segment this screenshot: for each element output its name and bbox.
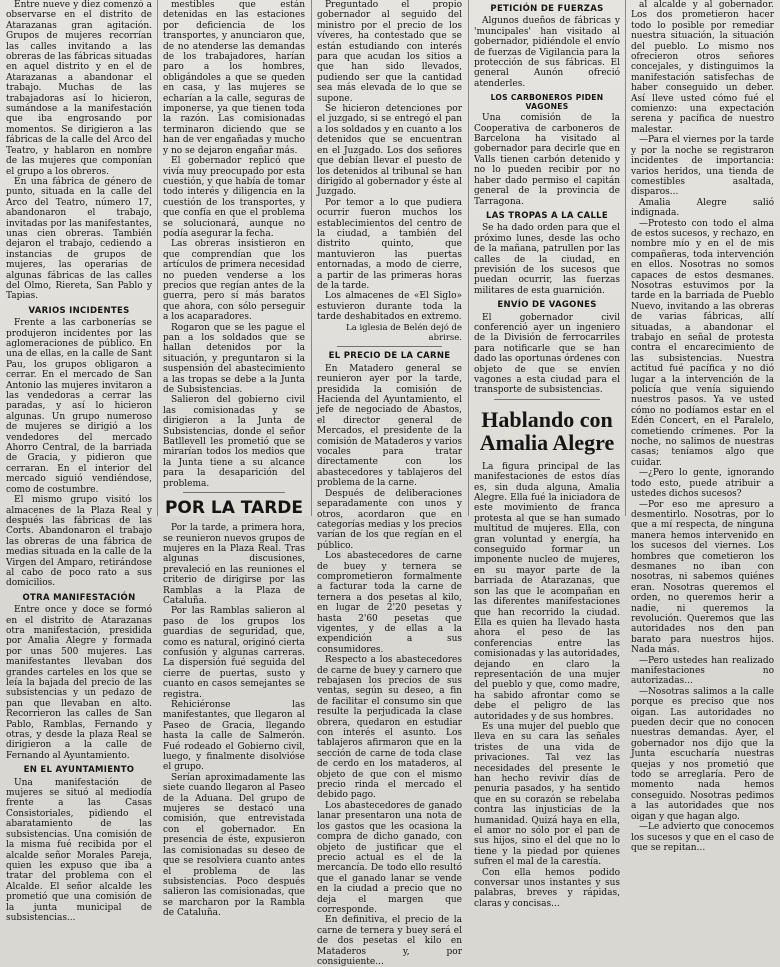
paragraph: Los abastecedores de carne de buey y ternera se comprometieron formalmente a facturar toda la carne de ternera a dos pesetas al kilo, en lugar de 2'20 pesetas y hasta 2'60 pesetas que vigentes, y de ellas a la expendición a sus consumidores. [317, 551, 462, 655]
paragraph: Algunos dueños de fábricas y 'muncipales' han visitado al gobernador, pidiéndole el envío de fuerzas de Vigilancia para la protección de sus fábricas. El general Aunón ofreció atenderles. [474, 16, 620, 89]
paragraph: Por temor a lo que pudiera ocurrir fueron muchos los establecimientos del centro de la ciudad, a también del distrito quinto, que mantuvieron las puertas entornadas, a modo de cierre, a partir de las primeras horas de la tarde. [317, 197, 462, 291]
paragraph: El mismo grupo visitó los almacenes de la Plaza Real y después las fábricas de las Corts. Abandonaron el trabajo las obreras de una fábrica de medias situada en la calle de la Virgen del Amparo, retirándose al cabo de poco rato a sus domicilios. [6, 495, 152, 589]
column-5 [631, 0, 774, 853]
paragraph: Frente a las carbonerías se produjeron incidentes por las aglomeraciones de público. En una de ellas, en la calle de Sant Pau, los grupos obligaron a cerrar. En el mercado de San Antonio las mujeres invitaron a las vendedoras a cerrar las paradas, y así lo hicieron algunas. Un grupo numeroso de mujeres se dirigió a los vendedores del mercado Ahorro Central, de la barriada de Gracia, y pidieron que cerraran. En el interior del mercado siguió vendiéndose, como de costumbre. [6, 318, 152, 495]
paragraph: Después de deliberaciones separadamente con unos y otros, acordaron que en categorías medias y los precios varían de los que regían en el público. [317, 488, 462, 551]
section-heading-tarde: POR LA TARDE [164, 498, 304, 519]
paragraph: Entre once y doce se formó en el distrito de Atarazanas otra manifestación, presidida por Amalia Alegre y formada por unas 500 mujeres. Las manifestantes llevaban dos grandes carteles en los que se leía la bajada del precio de las subsistencias y un pedazo de pan que llevaban en alto. Recorrieron las calles de San Pablo, Ramblas, Fernando y otras, y desde la plaza Real se dirigieron a la calle de Fernando al Ayuntamiento. [6, 605, 152, 761]
column-4 [474, 0, 620, 909]
paragraph: Una comisión de la Cooperativa de carboneros de Barcelona ha visitado al gobernador para decirle que en Valls tienen carbón detenido y no lo pueden recibir por no haber dado permiso el capitán general de la provincia de Tarragona. [474, 113, 620, 207]
paragraph: La figura principal de las manifestaciones de estos días es, sin duda alguna, Amalia Alegre. Ella fué la iniciadora de este movimiento de franca protesta al que se han sumado multitud de mujeres. Ella, con gran voluntad y energía, ha conseguido formar un imponente nucleo de mujeres, en su mayor parte de la barriada de Atarazanas, que son las que le acompañan en las diferentes manifestaciones que han recorrido la ciudad. Ella es quien ha llevado hasta ahora el peso de las conferencias entre las comisionadas y las autoridades, dejando en claro la representación de una mujer del pueblo y que, como madre, ha sabido afrontar como se debe el peligro de las autoridades y de sus hombres. [474, 461, 620, 722]
paragraph: Se hicieron detenciones por el juzgado, si se entregó el pan a los soldados y en cuanto a los detenidos que se encuentran en el Juzgado. Los dos señores que debían llevar el puesto de los detenidos al tribunal se han dirigido al gobernador y éste al Juzgado. [317, 104, 462, 198]
section-heading-vagones: ENVÍO DE VAGONES [497, 300, 597, 311]
section-heading-manifestacion: OTRA MANIFESTACIÓN [22, 592, 136, 603]
paragraph: Respecto a los abastecedores de carne de buey y carnero que rebajasen los precios de sus ventas, según su deseo, a fin de facilitar el consumo sin que resulte la perjudicada la clase obrera, quedaron en estudiar con interés el asunto. Los tablajeros afirmaron que en la sección de carne de toda clase de cerdo en los mataderos, al objeto de que con el mismo precio rinda el mercado el debido pago. [317, 655, 462, 801]
paragraph: Es una mujer del pueblo que lleva en su cara las señales tristes de una vida de privaciones. Tal vez las necesidades del presente le han hecho revivir días de penuria pasados, y ha sentido que en su corazón se rebelaba contra las injusticias de la humanidad. Quizá haya en ella, el amor no sólo por el pan de sus hijos, sino el del que no lo tiene y la piedad por quienes sufren el mal de la carestía. [474, 721, 620, 868]
paragraph: Rogaron que se les pague el pan a los soldados que se hallan detenidos por la situación, y preguntaron si la suspensión del abastecimiento a las tropas se debe a la Junta de Subsistencias. [163, 322, 305, 396]
paragraph: Por la tarde, a primera hora, se reunieron nuevos grupos de mujeres en la Plaza Real. Tras algunas discusiones, prevaleció en las reuniones el criterio de dirigirse por las Ramblas a la Plaza de Cataluña. [163, 523, 305, 606]
paragraph: Se ha dado orden para que el próximo lunes, desde las ocho de la mañana, patrullen por las calles de la ciudad, en previsión de los sucesos que puedan ocurrir, las fuerzas militares de esta guarnición. [474, 223, 620, 296]
column-3 [317, 0, 462, 967]
paragraph: Entre nueve y diez comenzó a observarse en el distrito de Atarazanas gran agitación. Grupos de mujeres recorrían las calles invitando a las obreras de las fábricas situadas en aquel distrito y en el de Atarazanas a abandonar el trabajo. Muchas de las trabajadoras así lo hicieron, sumándose a la manifestación que iba engrosando por momentos. Se dirigieron a las fábricas de la calle del Arco del Teatro, y hablaron en nombre de las mujeres que componían el grupo a los obreros. [6, 0, 152, 177]
paragraph: —Protesto con todo el alma de estos sucesos, y rechazo, en nombre mío y en el de mis compañeras, toda intervención en ellos. Nosotras no somos capaces de estos desmanes. Nosotras estuvimos por la tarde en la barriada de Pueblo Nuevo, invitando a las obreras de varias fábricas, allí situadas, a abandonar el trabajo en señal de protesta contra el encarecimiento de las subsistencias. Nuestra actitud fué pacífica y no dió lugar a la intervención de la policía que venía siguiendo nuestros pasos. Ya ve usted cómo no podíamos estar en el Edén Concert, en el Paralelo, cometiendo crímenes. Por la noche, no salimos de nuestras casas; teníamos algo que cuidar. [631, 218, 774, 468]
paragraph: En definitiva, el precio de la carne de ternera y buey será el de dos pesetas el kilo en Mataderos y, por consiguiente... [317, 915, 462, 967]
section-heading-carne: EL PRECIO DE LA CARNE [328, 351, 451, 362]
paragraph: —Le advierto que conocemos los sucesos y que en el caso de que se repitan... [631, 822, 774, 853]
paragraph: —Pero ustedes han realizado manifestaciones no autorizadas... [631, 655, 774, 687]
paragraph: El gobernador civil conferenció ayer un ingeniero de la División de ferrocarriles para notificarle que se han dado las oportunas órdenes con objeto de que se envíen vagones a esta ciudad para el transporte de subsistencias. [474, 312, 620, 396]
paragraph: al alcalde y al gobernador. Los dos prometieron hacer todo lo posible por remediar nuestra situación, la situación del pueblo. Lo mismo nos ofrecieron otros señores concejales, y distinguimos la manifestación satisfechas de haber conseguido un deber. Así lleve usted cómo fué el comienzo: una expectación serena y pacífica de nuestro malestar. [631, 0, 774, 135]
column-rule [468, 0, 469, 516]
paragraph: El gobernador replicó que vivía muy preocupado por esta cuestión, y que había de tomar todo interés y diligencia en la cuestión de los transportes, y que confía en que el problema se solucionará, aunque no podía asegurar la fecha. [163, 156, 305, 239]
paragraph: —Nosotras salimos a la calle porque es preciso que nos oigan. Las autoridades no pueden decir que no conocen nuestras demandas. Ayer, el gobernador nos dijo que la Junta escucharía nuestras quejas y nos prometió que todo se arreglaría. Pero de momento nada hemos conseguido. Nosotras pedimos a las autoridades que nos oigan y que hagan algo. [631, 686, 774, 822]
paragraph: —Para el viernes por la tarde y por la noche se registraron incidentes de importancia: varios heridos, una tienda de comestibles asaltada, disparos... [631, 135, 774, 198]
column-1 [6, 0, 152, 923]
paragraph: En Matadero general se reunieron ayer por la tarde, presidida la comisión de Hacienda del Ayuntamiento, el jefe de negociado de Abastos, el director general de Mercados, el presidente de la comisión de Mataderos y varios vocales para tratar directamente con los abastecedores y tablajeros del problema de la carne. [317, 363, 462, 489]
paragraph: Una manifestación de mujeres se situó al mediodía frente a las Casas Consistoriales, pidiendo el abaratamiento de las subsistencias. Una comisión de la misma fué recibida por el alcalde señor Morales Pareja, quien les expuso que iba a tratar del problema con el Alcalde. El señor alcalde les prometió que una comisión de la junta municipal de subsistencias... [6, 777, 152, 923]
column-rule [157, 0, 158, 516]
divider [183, 492, 285, 493]
section-heading-fuerzas: PETICIÓN DE FUERZAS [490, 4, 604, 14]
divider [494, 399, 600, 400]
paragraph: Salieron del gobierno civil las comisionadas y se dirigieron a la Junta de Subsistencias, donde el señor Batllevell les prometió que se mirarían todos los medios que la Junta tiene a su alcance para la desaparición del problema. [163, 395, 305, 489]
paragraph: Los abastecedores de ganado lanar presentaron una nota de los gastos que les ocasiona la compra de dicho ganado, con objeto de justificar que el precio actual es el de la mercancía. De todo ello resultó que el ganado lanar se vende en la ciudad a precio que no deja el margen que corresponde. [317, 800, 462, 915]
column-rule [625, 0, 626, 516]
section-heading-carboneros: LOS CARBONEROS PIDEN VAGONES [490, 93, 604, 112]
paragraph: En una fábrica de género de punto, situada en la calle del Arco del Teatro, número 17, abandonaron el trabajo, invitadas por las manifestantes, unas cien obreras. También dejaron el trabajo, cediendo a instancias de grupos de mujeres, las operarias de algunas fábricas de las calles del Olmo, Riereta, San Pablo y Tapias. [6, 176, 152, 302]
divider [337, 346, 442, 347]
paragraph: Los almacenes de «El Siglo» estuvieron durante toda la tarde deshabitados en extremo. [317, 291, 462, 323]
column-2 [163, 0, 305, 919]
article-headline: Hablando con Amalia Alegre [479, 406, 615, 455]
paragraph: Las obreras insistieron en que comprendían que los artículos de primera necesidad no pueden venderse a los precios que regían antes de la guerra, pero sí más baratos que ahora, con sólo perseguir a los acaparadores. [163, 239, 305, 323]
column-rule [311, 0, 312, 516]
section-heading-tropas: LAS TROPAS A LA CALLE [485, 210, 608, 221]
section-heading-ayuntamiento: EN EL AYUNTAMIENTO [23, 765, 135, 776]
paragraph: —¿Pero lo gente, ignorando todo esto, puede atribuir a ustedes dichos sucesos? [631, 468, 774, 500]
paragraph: Rehiciéronse las manifestantes, que llegaron al Paseo de Gracia, llegando hasta la calle de Salmerón. Fué rodeado el Gobierno civil, luego, y finalmente disolvióse el grupo. [163, 700, 305, 773]
closing-line: La iglesia de Belén dejó de abrirse. [346, 322, 462, 343]
paragraph: mestibles que están detenidas en las estaciones por deficiencia de los transportes, y anunciaron que, de no atenderse las demandas de los trabajadores, harían paro a los hombres, obligándoles a que se queden en casa, y las mujeres se echarían a la calle, seguras de imponerse, ya que tienen toda la razón. Las comisionadas terminaron diciendo que se han de ver engañadas y mucho y no se dejaron engañar más. [163, 0, 305, 156]
paragraph: Por las Ramblas salieron al paso de los grupos los guardias de seguridad, que, como es natural, originó cierta confusión y algunas carreras. La dispersión fué seguida del cierre de puertas, susto y cuanto en casos semejantes se registra. [163, 606, 305, 700]
paragraph: Preguntado el propio gobernador al seguido del ministro por el precio de los víveres, ha contestado que se están estudiando con interés para que acudan los sitios a que han sido llevados, pudiendo ser que la cantidad sea más elevada de lo que se supone. [317, 0, 462, 104]
section-heading-incidentes: VARIOS INCIDENTES [28, 305, 130, 316]
paragraph: Con ella hemos podido conversar unos instantes y sus palabras, breves y rápidas, claras y concisas... [474, 867, 620, 909]
paragraph: Amalia Alegre salió indignada. [631, 197, 774, 219]
paragraph: Serían aproximadamente las siete cuando llegaron al Paseo de la Aduana. Del grupo de mujeres se destacó una comisión, que entrevistada con el gobernador. En presencia de éste, expusieron las comisionadas su deseo de que se resolviera cuanto antes el problema de las subsistencias. Poco después salieron las comisionadas, que se marcharon por la Rambla de Cataluña. [163, 772, 305, 919]
paragraph: —Por eso me apresuro a desmentirlo. Nosotras, por lo que a mí respecta, de ninguna manera hemos intervenido en los sucesos del viernes. Los hombres que cometieron los desmanes no iban con nosotras, ni sabemos quiénes eran. Nosotras queremos el orden, no queremos herir a nadie, ni queremos la revolución. Queremos que las autoridades nos den pan barato para nuestros hijos. Nada más. [631, 499, 774, 656]
